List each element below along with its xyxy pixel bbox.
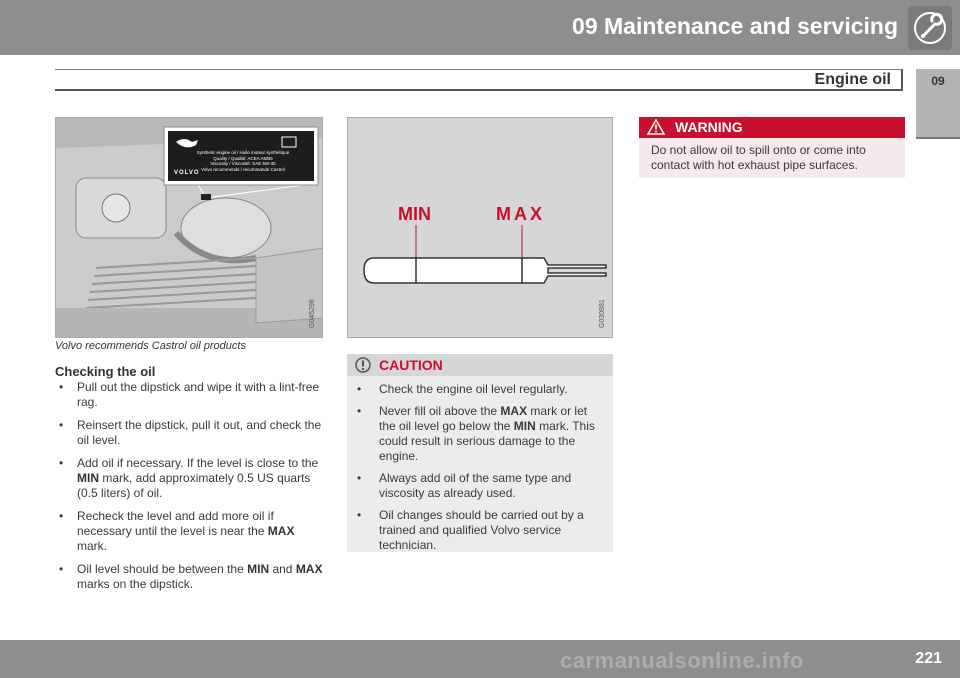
caution-text: Always add oil of the same type and viscosity as already used. bbox=[379, 471, 572, 500]
caution-box bbox=[347, 354, 613, 552]
footer-band bbox=[0, 640, 960, 678]
dipstick-min-label: MIN bbox=[398, 204, 431, 224]
engine-bay-figure bbox=[55, 117, 323, 338]
figure-caption: Volvo recommends Castrol oil products bbox=[55, 340, 246, 352]
checking-heading: Checking the oil bbox=[55, 364, 156, 379]
section-title: Engine oil bbox=[814, 71, 891, 88]
warning-title: WARNING bbox=[675, 119, 743, 135]
wrench-icon bbox=[908, 6, 952, 50]
dipstick-illustration bbox=[348, 118, 613, 338]
list-item bbox=[55, 380, 325, 410]
caution-text: mark or let the oil level go below the bbox=[379, 404, 588, 433]
chapter-title: 09 Maintenance and servicing bbox=[572, 13, 898, 39]
caution-icon bbox=[355, 357, 371, 373]
step-text: Recheck the level and add more oil if necessary until the level is near the bbox=[77, 509, 274, 538]
list-item bbox=[355, 508, 607, 553]
caution-bold: MAX bbox=[500, 404, 528, 418]
step-bold: MAX bbox=[295, 562, 323, 576]
figure-code: G030881 bbox=[599, 299, 606, 328]
step-bold: MIN bbox=[247, 562, 270, 576]
chapter-header-band bbox=[0, 0, 960, 55]
volvo-brand-text: VOLVO bbox=[174, 170, 200, 176]
chapter-tab-number: 09 bbox=[931, 74, 945, 88]
figure-code: G045298 bbox=[309, 299, 316, 328]
side-tab-edge bbox=[916, 137, 960, 139]
section-title-bar bbox=[55, 69, 903, 91]
oil-label-line: Synthetic engine oil / Huile moteur synthétique bbox=[196, 150, 290, 155]
step-text: mark, add approximately 0.5 US quarts (0.5 liters) of oil. bbox=[77, 471, 311, 500]
step-bold: MAX bbox=[267, 524, 295, 538]
caution-header bbox=[347, 354, 613, 376]
warning-header bbox=[639, 117, 905, 138]
caution-list bbox=[355, 382, 607, 560]
oil-label-line: Quality / Qualité: ACEA A5/B5 bbox=[213, 155, 273, 161]
caution-text: Oil changes should be carried out by a trained and qualified Volvo service technician. bbox=[379, 508, 584, 552]
list-item bbox=[55, 509, 325, 554]
oil-label-line: Viscosity / Viscosité: SAE 5W-30 bbox=[210, 161, 276, 166]
watermark-text: carmanualsonline.info bbox=[560, 648, 804, 673]
list-item bbox=[55, 456, 325, 501]
caution-text: Never fill oil above the bbox=[379, 404, 501, 418]
oil-label-line: Volvo recommends / recommande Castrol bbox=[201, 166, 285, 172]
step-text: Pull out the dipstick and wipe it with a lint-free rag. bbox=[77, 380, 320, 409]
caution-text: Check the engine oil level regularly. bbox=[379, 382, 568, 396]
chapter-side-tab bbox=[916, 69, 960, 137]
list-item bbox=[55, 418, 325, 448]
list-item bbox=[355, 382, 607, 397]
dipstick-figure bbox=[347, 117, 613, 338]
caution-title: CAUTION bbox=[379, 357, 443, 373]
oil-label-text bbox=[178, 150, 308, 172]
page-number: 221 bbox=[915, 650, 942, 667]
list-item bbox=[355, 471, 607, 501]
list-item bbox=[355, 404, 607, 464]
checking-steps-list bbox=[55, 380, 325, 600]
warning-box bbox=[639, 117, 905, 178]
dipstick-max-label: MAX bbox=[496, 204, 545, 224]
warning-text: Do not allow oil to spill onto or come into contact with hot exhaust pipe surfaces. bbox=[651, 143, 866, 172]
step-text: marks on the dipstick. bbox=[77, 577, 194, 591]
step-text: Add oil if necessary. If the level is close to the bbox=[77, 456, 319, 470]
step-text: mark. bbox=[77, 539, 107, 553]
step-text: Oil level should be between the bbox=[77, 562, 248, 576]
caution-text: mark. This could result in serious damage to the engine. bbox=[379, 419, 595, 463]
step-text: and bbox=[269, 562, 296, 576]
step-text: Reinsert the dipstick, pull it out, and check the oil level. bbox=[77, 418, 322, 447]
caution-bold: MIN bbox=[513, 419, 536, 433]
warning-triangle-icon bbox=[647, 119, 665, 135]
list-item bbox=[55, 562, 325, 592]
step-bold: MIN bbox=[77, 471, 99, 485]
